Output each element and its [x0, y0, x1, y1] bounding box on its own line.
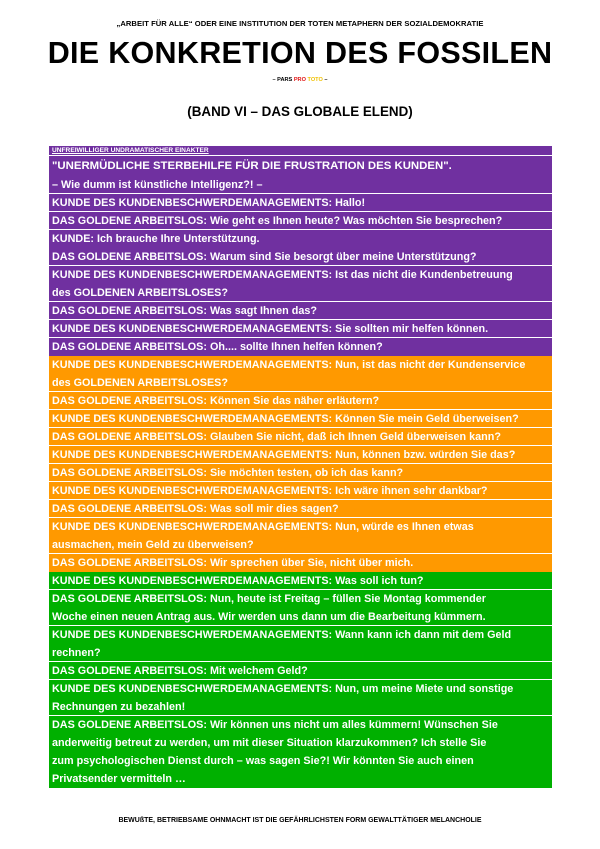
dialog-line: DAS GOLDENE ARBEITSLOS: Warum sind Sie besorgt über meine Unterstützung? — [49, 248, 552, 266]
dialog-line: DAS GOLDENE ARBEITSLOS: Oh.... sollte Ihnen helfen können? — [52, 341, 383, 353]
dialog-line: des GOLDENEN ARBEITSLOSES? — [49, 374, 552, 392]
dialog-line: KUNDE DES KUNDENBESCHWERDEMANAGEMENTS: Sie sollten mir helfen können. — [49, 320, 552, 338]
dialog-line: rechnen? — [49, 644, 552, 662]
dialog-line: KUNDE DES KUNDENBESCHWERDEMANAGEMENTS: Nun, ist das nicht der Kundenservice — [52, 359, 526, 371]
dialog-line: DAS GOLDENE ARBEITSLOS: Sie möchten testen, ob ich das kann? — [49, 464, 552, 482]
dialog-line: des GOLDENEN ARBEITSLOSES? — [49, 284, 552, 302]
band-subtitle: (BAND VI – DAS GLOBALE ELEND) — [187, 104, 413, 119]
dialog-line: DAS GOLDENE ARBEITSLOS: Was sagt Ihnen das? — [49, 302, 552, 320]
dialog-line: KUNDE DES KUNDENBESCHWERDEMANAGEMENTS: Ich wäre ihnen sehr dankbar? — [49, 482, 552, 500]
play-tagline: – Wie dumm ist künstliche Intelligenz?! – — [49, 176, 552, 194]
dialog-line: KUNDE DES KUNDENBESCHWERDEMANAGEMENTS: Hallo! — [49, 194, 552, 212]
dialog-line: DAS GOLDENE ARBEITSLOS: Was soll mir dies sagen? — [49, 500, 552, 518]
dialog-line: DAS GOLDENE ARBEITSLOS: Glauben Sie nicht, daß ich Ihnen Geld überweisen kann? — [49, 428, 552, 446]
dialog-block-orange — [49, 356, 552, 572]
dialog-line: KUNDE DES KUNDENBESCHWERDEMANAGEMENTS: Nun, um meine Miete und sonstige — [52, 683, 514, 695]
dialog-line: KUNDE DES KUNDENBESCHWERDEMANAGEMENTS: Ist das nicht die Kundenbetreuung — [52, 269, 513, 281]
footer-note: BEWUßTE, BETRIEBSAME OHNMACHT IST DIE GEFÄHRLICHSTEN FORM GEWALTTÄTIGER MELANCHOLIE — [118, 817, 482, 824]
dialog-line: KUNDE DES KUNDENBESCHWERDEMANAGEMENTS: Was soll ich tun? — [49, 572, 552, 590]
dialog-line: DAS GOLDENE ARBEITSLOS: Wie geht es Ihnen heute? Was möchten Sie besprechen? — [49, 212, 552, 230]
dialog-line: KUNDE DES KUNDENBESCHWERDEMANAGEMENTS: Nun, würde es Ihnen etwas — [52, 521, 474, 533]
dialog-line: KUNDE: Ich brauche Ihre Unterstützung. — [52, 233, 260, 245]
dialog-line: anderweitig betreut zu werden, um mit dieser Situation klarzukommen? Ich stelle Sie — [52, 737, 487, 749]
page-title: DIE KONKRETION DES FOSSILEN — [47, 36, 553, 70]
pars-pre: – PARS — [272, 77, 294, 83]
dialog-block-green — [49, 572, 552, 788]
dialog-block-purple — [49, 146, 552, 356]
dialog-line: DAS GOLDENE ARBEITSLOS: Wir können uns nicht um alles kümmern! Wünschen Sie — [52, 719, 498, 731]
dialog-line: DAS GOLDENE ARBEITSLOS: Nun, heute ist Freitag – füllen Sie Montag kommender — [52, 593, 486, 605]
dialog-table — [49, 146, 552, 788]
dialog-line: Privatsender vermitteln … — [52, 773, 186, 785]
dialog-line: KUNDE DES KUNDENBESCHWERDEMANAGEMENTS: Können Sie mein Geld überweisen? — [49, 410, 552, 428]
pars-pro: PRO — [293, 77, 306, 83]
play-subtitle: UNFREIWILLIGER UNDRAMATISCHER EINAKTER — [49, 146, 552, 156]
dialog-line: KUNDE DES KUNDENBESCHWERDEMANAGEMENTS: Wann kann ich dann mit dem Geld — [52, 629, 512, 641]
dialog-line: ausmachen, mein Geld zu überweisen? — [49, 536, 552, 554]
dialog-line: DAS GOLDENE ARBEITSLOS: Mit welchem Geld? — [49, 662, 552, 680]
pars-toto: TOTO — [307, 77, 323, 83]
pars-pro-toto — [0, 77, 600, 83]
play-heading: "UNERMÜDLICHE STERBEHILFE FÜR DIE FRUSTRATION DES KUNDEN". — [52, 160, 452, 172]
pars-post: – — [322, 77, 328, 83]
dialog-line: Woche einen neuen Antrag aus. Wir werden uns dann um die Bearbeitung kümmern. — [49, 608, 552, 626]
dialog-line: Rechnungen zu bezahlen! — [49, 698, 552, 716]
dialog-line: zum psychologischen Dienst durch – was sagen Sie?! Wir könnten Sie auch einen — [52, 755, 474, 767]
dialog-line: KUNDE DES KUNDENBESCHWERDEMANAGEMENTS: Nun, können bzw. würden Sie das? — [49, 446, 552, 464]
dialog-line: DAS GOLDENE ARBEITSLOS: Wir sprechen über Sie, nicht über mich. — [52, 557, 414, 569]
kicker-line: „ARBEIT FÜR ALLE“ ODER EINE INSTITUTION DER TOTEN METAPHERN DER SOZIALDEMOKRATIE — [116, 19, 484, 28]
dialog-line: DAS GOLDENE ARBEITSLOS: Können Sie das näher erläutern? — [49, 392, 552, 410]
